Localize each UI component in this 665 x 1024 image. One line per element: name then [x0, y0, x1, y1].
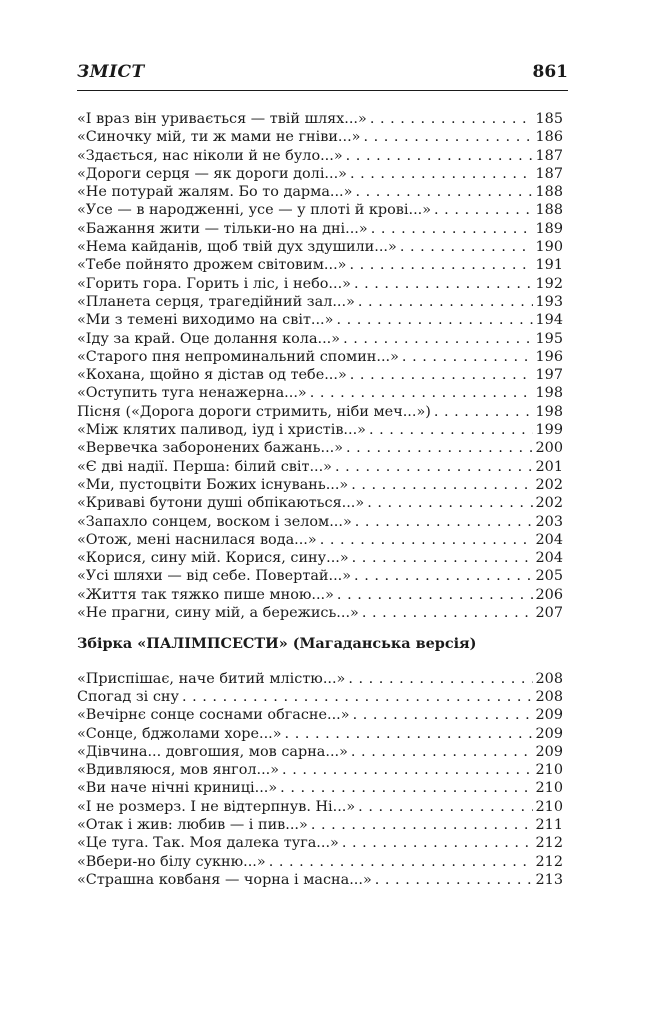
toc-entry	[77, 201, 563, 219]
toc-entry	[77, 494, 563, 512]
dot-leader	[350, 366, 533, 384]
dot-leader	[402, 348, 533, 366]
toc-entry	[77, 743, 563, 761]
toc-entry-title: Пісня («Дорога дороги стримить, ніби меч...»)	[77, 403, 431, 420]
toc-entry-title: «Тебе пойнято дрожем світовим...»	[77, 257, 347, 274]
toc-entry-title: «Вечірнє сонце соснами обгасне...»	[77, 707, 350, 724]
toc-entry-title: «Запахло сонцем, воском і зелом...»	[77, 513, 352, 530]
dot-leader	[370, 110, 533, 128]
toc-entry-title: «Ми, пустоцвіти Божих існувань...»	[77, 476, 349, 493]
toc-entry-title: «Життя так тяжко пише мною...»	[77, 586, 334, 603]
dot-leader	[343, 330, 532, 348]
toc-entry-title: «Отак і жив: любив — і пив...»	[77, 816, 308, 833]
toc-entry	[77, 476, 563, 494]
toc-entry-title: «Дівчина... довгошия, мов сарна...»	[77, 743, 348, 760]
toc-entry	[77, 293, 563, 311]
toc-entry-page: 208	[535, 688, 563, 705]
toc-entry	[77, 421, 563, 439]
toc-entry	[77, 439, 563, 457]
toc-entry-page: 204	[535, 550, 563, 567]
toc-entry-title: «Усі шляхи — від себе. Повертай...»	[77, 568, 352, 585]
toc-entry-page: 204	[535, 531, 563, 548]
toc-entry-title: «Ми з темені виходимо на світ...»	[77, 312, 334, 329]
dot-leader	[351, 743, 533, 761]
toc-entry	[77, 128, 563, 146]
toc-entry-page: 192	[535, 275, 563, 292]
toc-entry	[77, 330, 563, 348]
toc-entry	[77, 147, 563, 165]
toc-entry	[77, 798, 563, 816]
dot-leader	[310, 384, 533, 402]
toc-entry-page: 198	[535, 385, 563, 402]
toc-entry-title: «Здається, нас ніколи й не було...»	[77, 147, 343, 164]
toc-entry	[77, 256, 563, 274]
toc-entry-page: 210	[535, 780, 563, 797]
toc-entry-title: «Старого пня непроминальний спомин...»	[77, 348, 399, 365]
dot-leader	[342, 834, 533, 852]
dot-leader	[320, 531, 533, 549]
toc-entry-title: «Вдивляюся, мов янгол...»	[77, 762, 280, 779]
toc-entry	[77, 688, 563, 706]
toc-entry-page: 194	[535, 312, 563, 329]
toc-entry-page: 201	[535, 458, 563, 475]
toc-group-main	[77, 110, 563, 622]
toc-entry	[77, 458, 563, 476]
dot-leader	[352, 549, 533, 567]
toc-entry-page: 198	[535, 403, 563, 420]
toc-entry-title: Спогад зі сну	[77, 688, 179, 705]
toc-entry	[77, 725, 563, 743]
toc-entry-title: «Страшна ковбаня — чорна і масна...»	[77, 871, 372, 888]
dot-leader	[348, 670, 532, 688]
toc-entry-page: 195	[535, 330, 563, 347]
toc-entry-title: «Не потурай жалям. Бо то дарма...»	[77, 184, 353, 201]
toc-entry	[77, 761, 563, 779]
toc-entry	[77, 670, 563, 688]
toc-group-palimpsests	[77, 670, 563, 890]
running-title: ЗМІСТ	[77, 62, 145, 82]
dot-leader	[311, 816, 533, 834]
toc-entry-page: 186	[535, 129, 563, 146]
toc-entry	[77, 366, 563, 384]
toc-entry-title: «Усе — в народженні, усе — у плоті й крові...»	[77, 202, 432, 219]
toc-entry	[77, 706, 563, 724]
toc-entry	[77, 183, 563, 201]
dot-leader	[362, 604, 533, 622]
toc-entry	[77, 110, 563, 128]
toc-entry-title: «Є дві надії. Перша: білий світ...»	[77, 458, 332, 475]
toc-entry-title: «Дороги серця — як дороги долі...»	[77, 165, 347, 182]
toc-entry-title: «Вбери-но білу сукню...»	[77, 853, 266, 870]
toc-entry-page: 207	[535, 605, 563, 622]
toc-entry-title: «Криваві бутони душі обпікаються...»	[77, 495, 365, 512]
toc-entry-page: 202	[535, 495, 563, 512]
toc-entry-page: 191	[535, 257, 563, 274]
toc-entry-page: 212	[535, 853, 563, 870]
dot-leader	[282, 761, 532, 779]
toc-entry-page: 206	[535, 586, 563, 603]
dot-leader	[355, 513, 533, 531]
toc-entry-page: 213	[535, 871, 563, 888]
toc-entry-title: «Нема кайданів, щоб твій дух здушили...»	[77, 239, 397, 256]
dot-leader	[350, 165, 533, 183]
toc-entry-title: «Корися, сину мій. Корися, сину...»	[77, 550, 349, 567]
toc-entry-title: «Не прагни, сину мій, а бережись...»	[77, 605, 359, 622]
toc-entry	[77, 586, 563, 604]
toc-entry-title: «Отож, мені наснилася вода...»	[77, 531, 317, 548]
section-heading: Збірка «ПАЛІМПСЕСТИ» (Магаданська версія)	[77, 635, 477, 653]
toc-entry-page: 208	[535, 670, 563, 687]
toc-entry-page: 202	[535, 476, 563, 493]
toc-entry-title: «Між клятих паливод, іуд і христів...»	[77, 422, 366, 439]
toc-entry-title: «Планета серця, трагедійний зал...»	[77, 293, 355, 310]
toc-entry-page: 205	[535, 568, 563, 585]
running-header	[77, 62, 568, 91]
dot-leader	[285, 725, 533, 743]
toc-entry-page: 199	[535, 422, 563, 439]
dot-leader	[335, 458, 533, 476]
toc-entry-title: «Приспішає, наче битий млістю...»	[77, 670, 346, 687]
toc-entry-title: «Оступить туга ненажерна...»	[77, 385, 307, 402]
dot-leader	[434, 403, 533, 421]
toc-entry	[77, 238, 563, 256]
dot-leader	[354, 567, 532, 585]
dot-leader	[369, 421, 533, 439]
dot-leader	[363, 128, 532, 146]
toc-entry-page: 203	[535, 513, 563, 530]
dot-leader	[346, 147, 533, 165]
toc-entry	[77, 779, 563, 797]
toc-entry-page: 187	[535, 165, 563, 182]
toc-entry-page: 209	[535, 725, 563, 742]
toc-entry-title: «Це туга. Так. Моя далека туга...»	[77, 835, 339, 852]
toc-entry-page: 188	[535, 184, 563, 201]
toc-entry	[77, 275, 563, 293]
dot-leader	[358, 293, 533, 311]
toc-entry-title: «Кохана, щойно я дістав од тебе...»	[77, 367, 347, 384]
table-of-contents	[77, 110, 563, 889]
toc-entry-page: 197	[535, 367, 563, 384]
dot-leader	[351, 476, 532, 494]
dot-leader	[337, 586, 533, 604]
dot-leader	[353, 706, 533, 724]
dot-leader	[346, 439, 533, 457]
toc-entry	[77, 549, 563, 567]
toc-entry-page: 212	[535, 835, 563, 852]
toc-entry	[77, 403, 563, 421]
toc-entry	[77, 165, 563, 183]
toc-entry	[77, 531, 563, 549]
toc-entry-page: 188	[535, 202, 563, 219]
toc-entry-title: «Бажання жити — тільки-но на дні...»	[77, 220, 368, 237]
toc-entry-title: «Іду за край. Оце долання кола...»	[77, 330, 341, 347]
toc-entry	[77, 871, 563, 889]
toc-entry-page: 209	[535, 707, 563, 724]
dot-leader	[367, 494, 532, 512]
toc-entry-title: «І враз він уривається — твій шлях...»	[77, 111, 367, 127]
toc-entry-page: 190	[535, 239, 563, 256]
dot-leader	[358, 798, 532, 816]
toc-entry-title: «Ви наче нічні криниці...»	[77, 780, 278, 797]
toc-entry-page: 193	[535, 293, 563, 310]
toc-entry	[77, 384, 563, 402]
toc-entry-page: 187	[535, 147, 563, 164]
toc-entry-page: 210	[535, 798, 563, 815]
dot-leader	[280, 779, 532, 797]
toc-entry	[77, 311, 563, 329]
dot-leader	[371, 220, 533, 238]
dot-leader	[354, 275, 533, 293]
toc-entry-title: «Горить гора. Горить і ліс, і небо...»	[77, 275, 351, 292]
dot-leader	[269, 853, 533, 871]
dot-leader	[182, 688, 533, 706]
toc-entry	[77, 567, 563, 585]
toc-entry-page: 210	[535, 762, 563, 779]
dot-leader	[434, 201, 533, 219]
dot-leader	[349, 256, 532, 274]
toc-entry-title: «Сонце, бджолами хоре...»	[77, 725, 282, 742]
dot-leader	[355, 183, 532, 201]
toc-entry-title: «І не розмерз. І не відтерпнув. Ні...»	[77, 798, 356, 815]
toc-entry	[77, 853, 563, 871]
toc-entry-title: «Вервечка заборонених бажань...»	[77, 440, 344, 457]
toc-entry	[77, 816, 563, 834]
toc-entry	[77, 834, 563, 852]
toc-entry-page: 185	[535, 111, 563, 127]
toc-entry-page: 196	[535, 348, 563, 365]
toc-entry-page: 189	[535, 220, 563, 237]
toc-entry	[77, 604, 563, 622]
dot-leader	[400, 238, 533, 256]
toc-entry	[77, 220, 563, 238]
dot-leader	[375, 871, 533, 889]
toc-entry-title: «Синочку мій, ти ж мами не гніви...»	[77, 129, 361, 146]
toc-entry-page: 211	[535, 816, 563, 833]
toc-entry	[77, 348, 563, 366]
page-number: 861	[532, 62, 568, 82]
toc-entry-page: 209	[535, 743, 563, 760]
toc-entry-page: 200	[535, 440, 563, 457]
toc-entry	[77, 513, 563, 531]
dot-leader	[336, 311, 532, 329]
